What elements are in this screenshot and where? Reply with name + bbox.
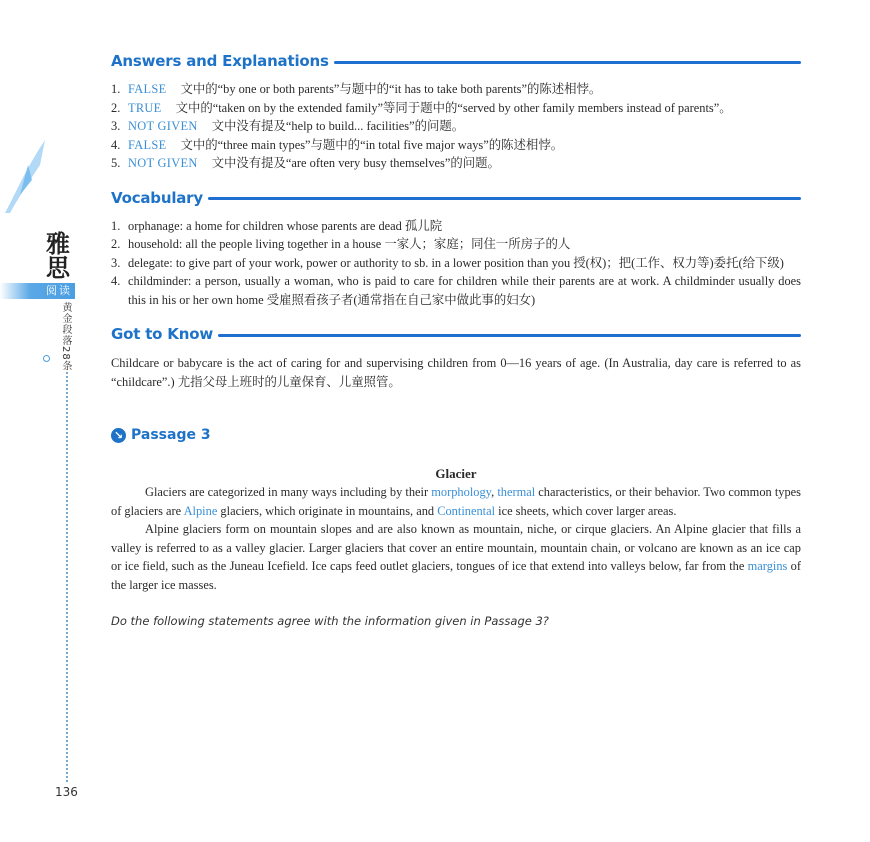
item-number: 3. [111,119,121,133]
text-run: Alpine glaciers form on mountain slopes and are also known as mountain, niche, or cirque glaciers. An Alpine glacier that fills a valley is referred to as a valley glacier. Larger glaciers that cover an entire mountain, mountain chain, or volcano are known as an ice cap or ice field, such as the Juneau Icefield. Ice caps feed outlet glaciers, tongues of ice that extend into valleys below, far from the [111,522,801,573]
text-run: ice sheets, which cover larger areas. [495,503,677,518]
vocab-item [111,254,801,273]
vocab-definition: delegate: to give part of your work, power or authority to sb. in a lower position than you 授(权)；把(工作、权力等)委托(给下级) [128,255,784,270]
answer-explanation: 文中的“three main types”与题中的“in total five major ways”的陈述相悖。 [180,137,564,152]
keyword: morphology [431,485,492,499]
got-to-know-text: Childcare or babycare is the act of caring for and supervising children from 0—16 years of age. (In Australia, day care is referred to as “childcare”.) 尤指父母上班时的儿童保育、儿童照管。 [111,356,801,389]
answer-item [111,80,801,99]
passage-heading: Glacier [435,466,477,481]
vocab-definition: household: all the people living together in a house 一家人；家庭；同住一所房子的人 [128,237,571,251]
passage-paragraph-2 [111,520,801,594]
decorative-wave-icon [0,135,60,215]
answer-item [111,117,801,136]
got-to-know-section-header [111,323,801,345]
text-run: glaciers, which originate in mountains, and [217,503,438,518]
answer-value: FALSE [128,82,167,96]
question-prompt: Do the following statements agree with the information given in Passage 3? [111,614,549,628]
passage-title: Passage 3 [131,427,211,443]
answer-value: FALSE [128,137,167,152]
answer-value: NOT GIVEN [128,119,198,133]
vocab-definition: childminder: a person, usually a woman, who is paid to care for children while their parents are at work. A childminder usually does this in his or her own home 受雇照看孩子者(通常指在自己家中做此事的妇女) [128,274,801,307]
answer-explanation: 文中的“taken on by the extended family”等同于题中的“served by other family members instead of parents”。 [175,100,732,115]
answers-title: Answers and Explanations [111,52,329,70]
item-number: 1. [111,218,121,233]
passage-paragraph-1 [111,483,801,520]
item-number: 2. [111,100,121,115]
answers-section-header [111,50,801,72]
vocab-item [111,272,801,309]
item-number: 5. [111,156,121,170]
answer-item [111,136,801,155]
keyword: margins [747,559,788,573]
arrow-circle-icon: ↘ [111,428,126,443]
keyword: Continental [437,503,496,518]
keyword: Alpine [183,503,218,518]
item-number: 1. [111,82,121,96]
vocab-item [111,235,801,254]
section-rule [218,334,801,337]
page-content [111,50,801,628]
vocabulary-list [111,217,801,310]
answer-item [111,154,801,173]
book-logo: 雅思 [46,229,70,282]
text-run: , [491,485,498,499]
text-run: Glaciers are categorized in many ways including by their [145,485,432,499]
section-rule [334,61,801,64]
circle-icon [43,355,50,362]
book-subtitle: 黄金段落28条 [60,302,71,372]
text-run: characteristics, or their behavior. Two common types of glaciers are [111,485,802,518]
section-rule [208,197,801,200]
passage-header [111,427,801,443]
item-number: 3. [111,255,121,270]
item-number: 4. [111,274,121,288]
answer-value: NOT GIVEN [128,156,198,170]
page-number: 136 [55,785,78,799]
got-to-know-title: Got to Know [111,325,213,343]
answer-item [111,99,801,118]
vocab-item [111,217,801,236]
text-run: of the larger ice masses. [111,559,802,592]
dotted-divider [66,372,68,782]
vocabulary-title: Vocabulary [111,188,203,207]
vocab-definition: orphanage: a home for children whose parents are dead 孤儿院 [128,218,443,233]
answer-explanation: 文中没有提及“help to build... facilities”的问题。 [211,119,465,133]
answers-list [111,80,801,173]
keyword: thermal [497,485,536,499]
item-number: 4. [111,137,121,152]
answer-value: TRUE [128,100,162,115]
answer-explanation: 文中没有提及“are often very busy themselves”的问题。 [211,156,500,170]
section-tag [0,283,75,299]
vocabulary-section-header [111,187,801,209]
answer-explanation: 文中的“by one or both parents”与题中的“it has to take both parents”的陈述相悖。 [180,82,602,96]
item-number: 2. [111,237,121,251]
section-tag-label: 阅读 [46,284,72,297]
